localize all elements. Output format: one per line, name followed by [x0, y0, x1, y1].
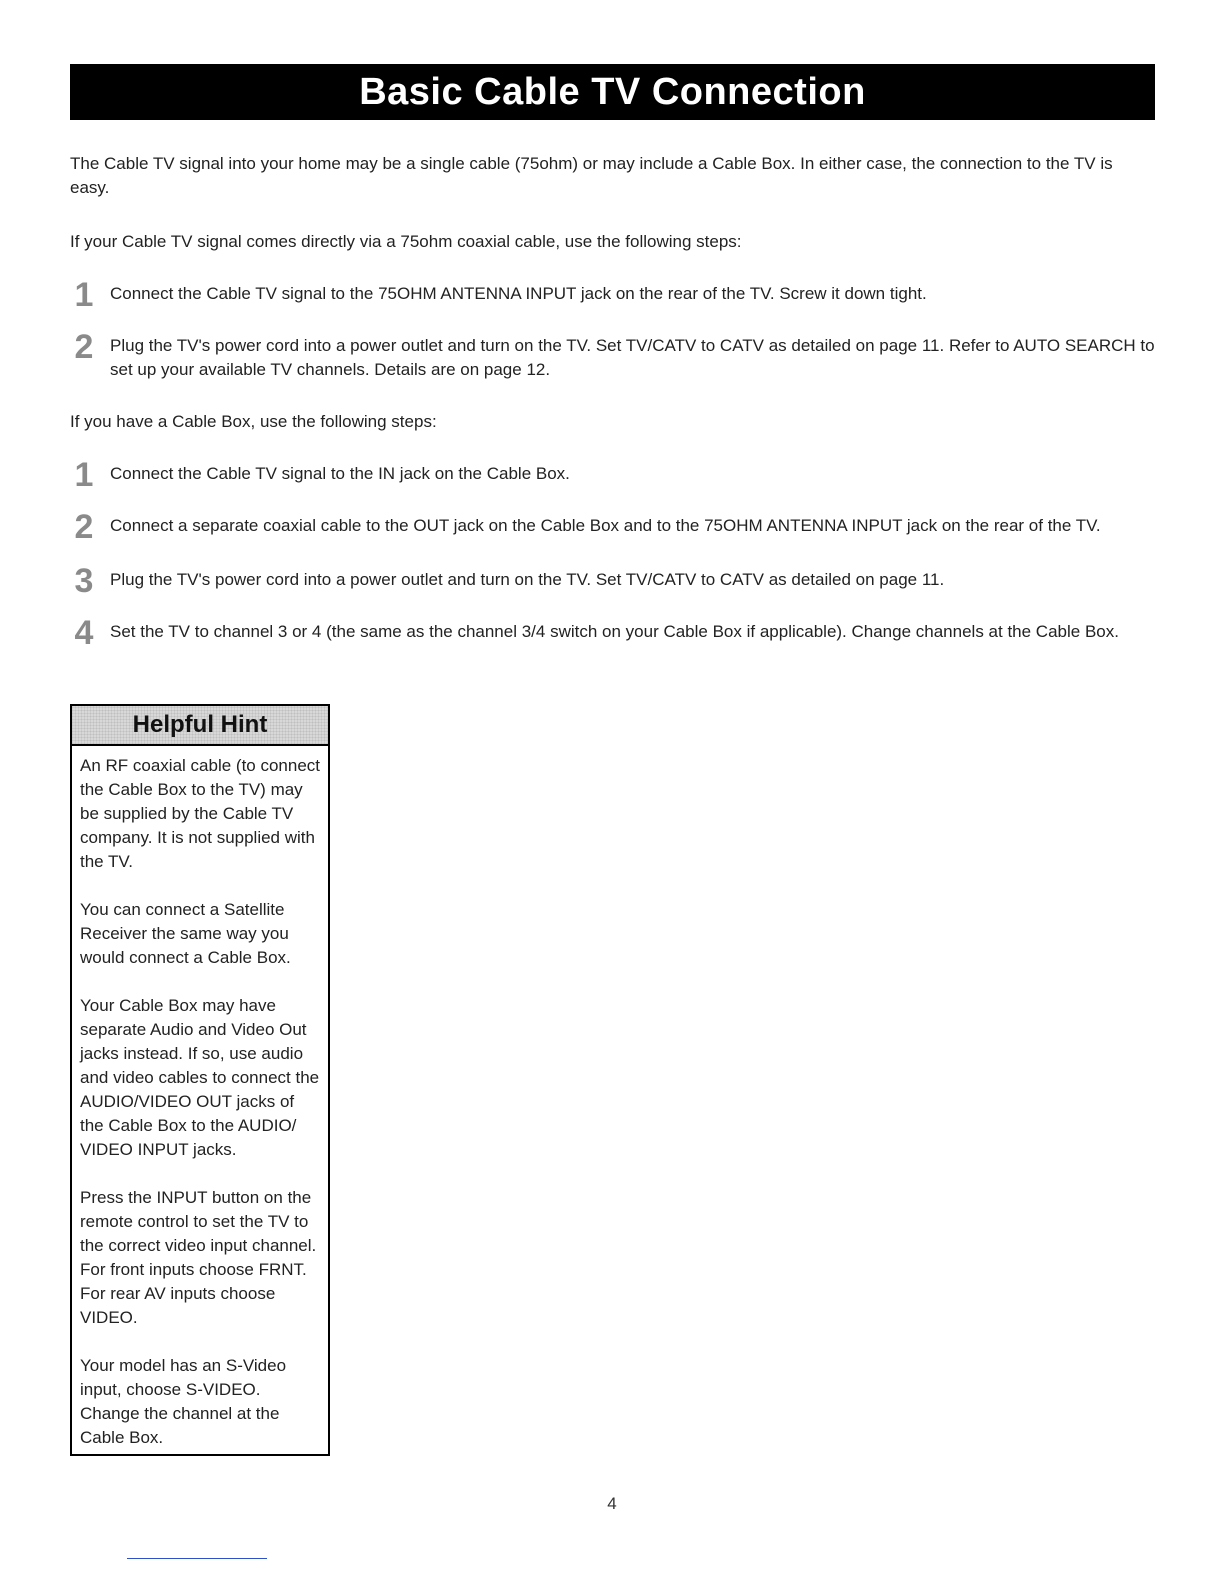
step-number: 3: [74, 562, 94, 600]
hint-paragraph: Your Cable Box may have separate Audio and Video Out jacks instead. If so, use audio and video cables to connect the AUDIO/VIDEO OUT jacks of the Cable Box to the AUDIO/ VIDEO INPUT jacks.: [80, 996, 320, 1159]
direct-step-1: [66, 276, 1156, 314]
direct-cable-heading: If your Cable TV signal comes directly via a 75ohm coaxial cable, use the following steps:: [70, 232, 742, 251]
step-number: 4: [74, 614, 94, 652]
step-text: Set the TV to channel 3 or 4 (the same as the channel 3/4 switch on your Cable Box if applicable). Change channels at the Cable Box.: [110, 622, 1119, 641]
direct-step-2: [66, 328, 1156, 382]
footer-rule: [127, 1558, 267, 1559]
step-number: 1: [74, 456, 94, 494]
helpful-hint-body: [72, 746, 328, 1450]
helpful-hint-title: Helpful Hint: [72, 706, 328, 746]
step-text: Plug the TV's power cord into a power outlet and turn on the TV. Set TV/CATV to CATV as detailed on page 11.: [110, 570, 945, 589]
hint-paragraph: Press the INPUT button on the remote control to set the TV to the correct video input channel. For front inputs choose FRNT. For rear AV inputs choose VIDEO.: [80, 1188, 317, 1327]
step-number: 2: [74, 508, 94, 546]
step-text: Connect the Cable TV signal to the IN jack on the Cable Box.: [110, 464, 570, 483]
step-number: 1: [74, 276, 94, 314]
helpful-hint-box: [70, 704, 330, 1456]
cable-box-heading: If you have a Cable Box, use the following steps:: [70, 412, 437, 431]
hint-paragraph: An RF coaxial cable (to connect the Cable Box to the TV) may be supplied by the Cable TV company. It is not supplied with the TV.: [80, 756, 321, 871]
page-number: 4: [607, 1494, 617, 1513]
cablebox-step-2: [66, 508, 1156, 546]
step-text: Plug the TV's power cord into a power outlet and turn on the TV. Set TV/CATV to CATV as detailed on page 11. Refer to AUTO SEARCH to set up your available TV channels. Details are on page 12.: [110, 336, 1155, 379]
cablebox-step-3: [66, 562, 1156, 600]
step-text: Connect the Cable TV signal to the 75OHM ANTENNA INPUT jack on the rear of the TV. Screw it down tight.: [110, 284, 927, 303]
hint-paragraph: You can connect a Satellite Receiver the same way you would connect a Cable Box.: [80, 900, 291, 967]
hint-paragraph: Your model has an S-Video input, choose S-VIDEO. Change the channel at the Cable Box.: [80, 1356, 287, 1447]
cablebox-step-1: [66, 456, 1156, 494]
intro-paragraph: The Cable TV signal into your home may be a single cable (75ohm) or may include a Cable Box. In either case, the connection to the TV is easy.: [70, 154, 1113, 197]
step-text: Connect a separate coaxial cable to the OUT jack on the Cable Box and to the 75OHM ANTENNA INPUT jack on the rear of the TV.: [110, 516, 1101, 535]
step-number: 2: [74, 328, 94, 366]
cablebox-step-4: [66, 614, 1156, 652]
page-title: Basic Cable TV Connection: [70, 64, 1155, 120]
